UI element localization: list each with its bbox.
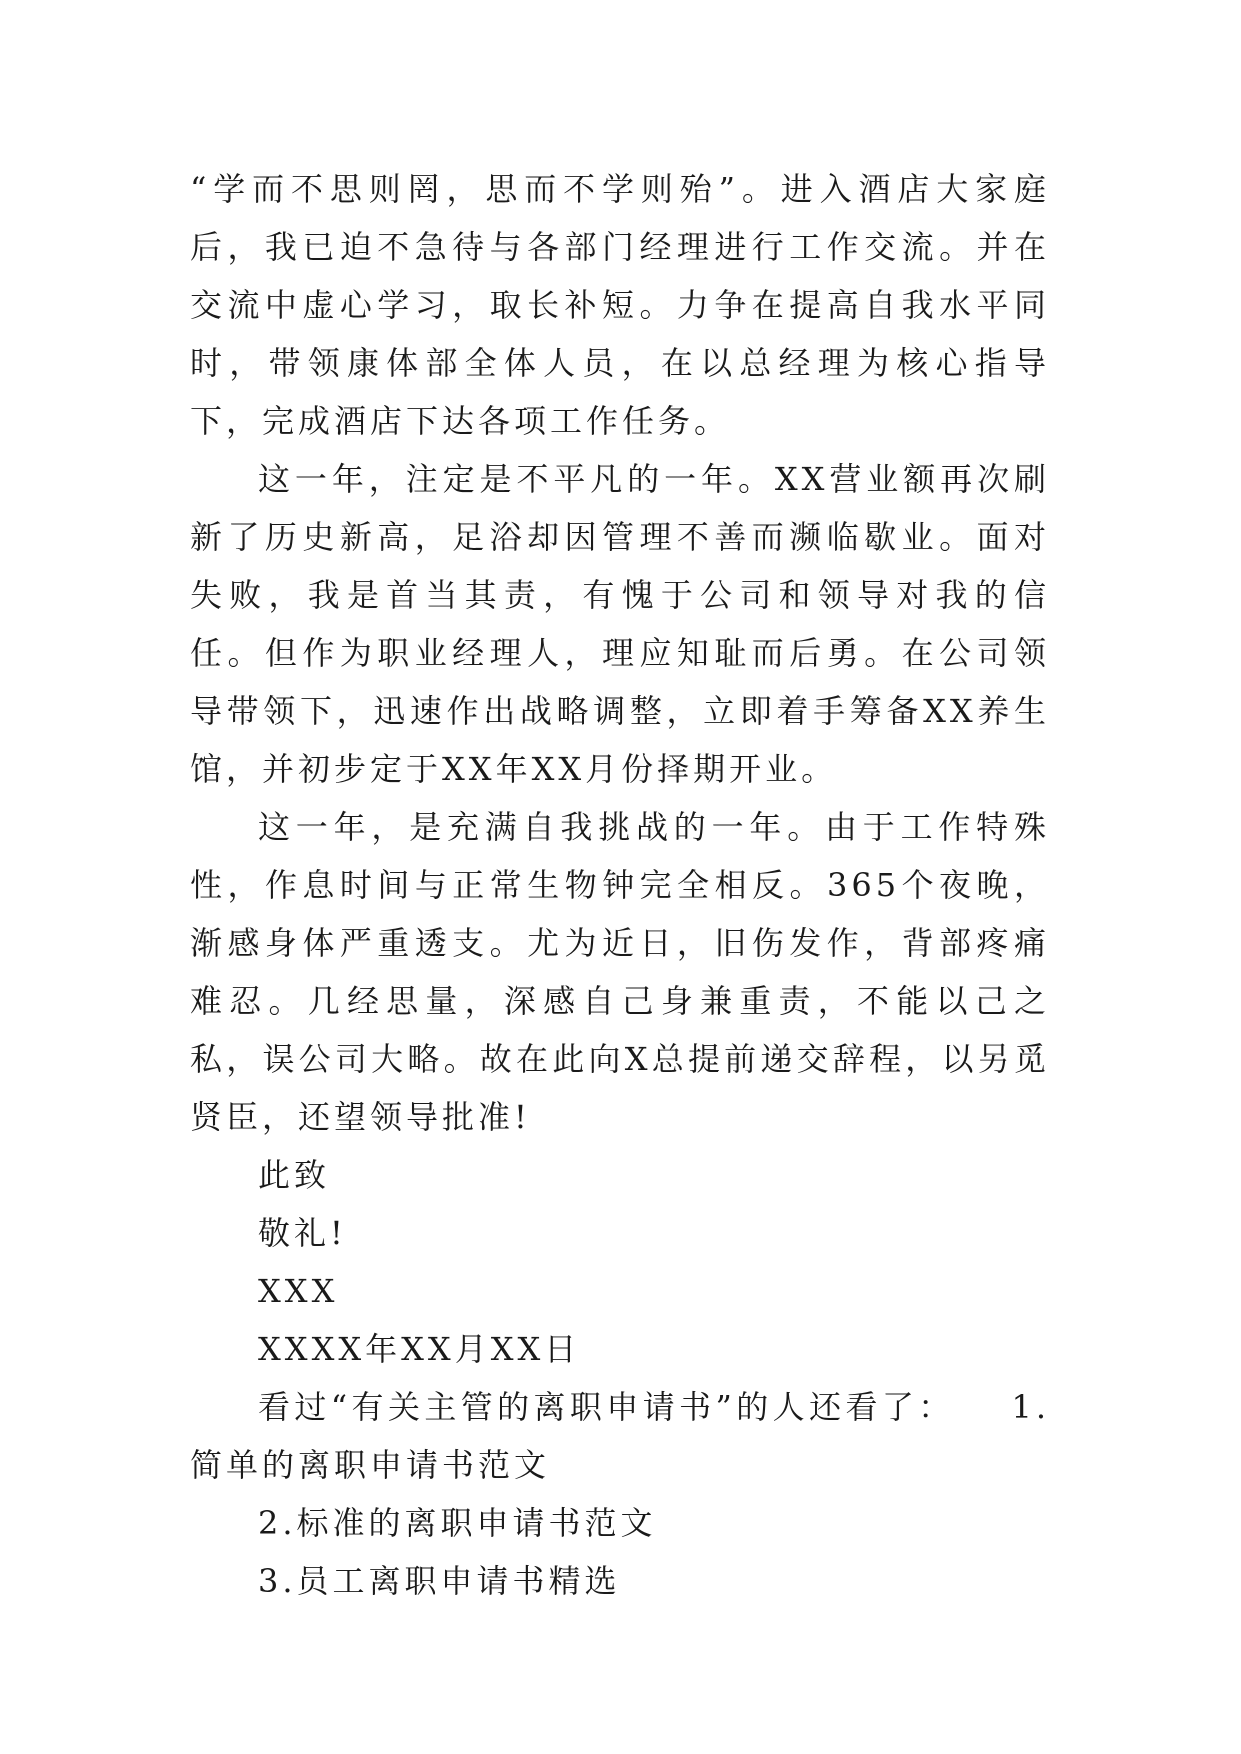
related-articles-intro[interactable]: 看过“有关主管的离职申请书”的人还看了： 1.简单的离职申请书范文 <box>190 1388 1050 1484</box>
paragraph-3: 这一年，是充满自我挑战的一年。由于工作特殊性，作息时间与正常生物钟完全相反。365个夜晚，渐感身体严重透支。尤为近日，旧伤发作，背部疼痛难忍。几经思量，深感自己身兼重责，不能以己之私，误公司大略。故在此向X总提前递交辞程，以另觅贤臣，还望领导批准! <box>190 808 1050 1136</box>
paragraph-1: “学而不思则罔，思而不学则殆”。进入酒店大家庭后，我已迫不急待与各部门经理进行工作交流。并在交流中虚心学习，取长补短。力争在提高自我水平同时，带领康体部全体人员，在以总经理为核心指导下，完成酒店下达各项工作任务。 <box>190 170 1050 440</box>
related-article-link[interactable]: 2.标准的离职申请书范文 <box>258 1504 657 1542</box>
signature: XXX <box>258 1272 339 1310</box>
paragraph-2: 这一年，注定是不平凡的一年。XX营业额再次刷新了历史新高，足浴却因管理不善而濒临歇业。面对失败，我是首当其责，有愧于公司和领导对我的信任。但作为职业经理人，理应知耻而后勇。在公司领导带领下，迅速作出战略调整，立即着手筹备XX养生馆，并初步定于XX年XX月份择期开业。 <box>190 460 1050 788</box>
date: XXXX年XX月XX日 <box>258 1330 581 1368</box>
closing-regards: 敬礼! <box>258 1214 347 1252</box>
document-body <box>190 160 1050 1610</box>
closing-salutation: 此致 <box>258 1156 331 1194</box>
related-article-link[interactable]: 3.员工离职申请书精选 <box>258 1562 621 1600</box>
